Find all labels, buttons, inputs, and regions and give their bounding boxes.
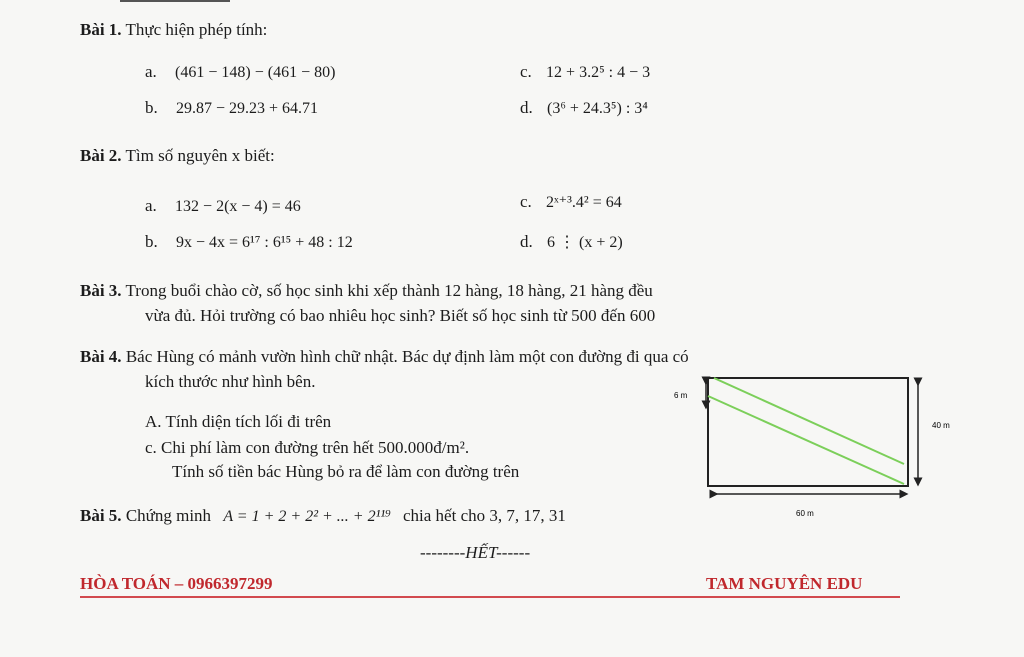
road-width-label: 6 m — [674, 391, 688, 400]
footer-left: HÒA TOÁN – 0966397299 — [80, 574, 273, 593]
bai1-title: Thực hiện phép tính: — [125, 20, 268, 39]
bai4-line1: Bài 4. Bác Hùng có mảnh vườn hình chữ nhật. Bác dự định làm một con đường đi qua có — [80, 347, 689, 366]
garden-diagram — [660, 368, 960, 528]
bai1-item-a: a. (461 − 148) − (461 − 80) — [145, 62, 336, 81]
bai3-line1: Bài 3. Trong buổi chào cờ, số học sinh khi xếp thành 12 hàng, 18 hàng, 21 hàng đều — [80, 281, 653, 300]
length-label: 60 m — [796, 509, 814, 518]
height-label: 40 m — [932, 421, 950, 430]
bai4-item-c-line2: Tính số tiền bác Hùng bỏ ra để làm con đường trên — [172, 462, 520, 481]
bai1-item-b: b. 29.87 − 29.23 + 64.71 — [145, 98, 319, 117]
bai1-heading: Bài 1. — [80, 20, 122, 39]
footer-rule — [80, 596, 900, 598]
bai5-heading: Bài 5. — [80, 506, 122, 525]
bai2-item-c: c. 2ˣ⁺³.4² = 64 — [520, 192, 622, 211]
bai1-item-d: d. (3⁶ + 24.3⁵) : 3⁴ — [520, 98, 648, 117]
garden-rectangle — [708, 378, 908, 486]
bai3-heading: Bài 3. — [80, 281, 122, 300]
bai4-item-c: c. Chi phí làm con đường trên hết 500.000đ/m². — [145, 438, 470, 457]
end-marker: --------HẾT------ — [420, 543, 531, 562]
bai4-item-a: A. Tính diện tích lối đi trên — [145, 412, 332, 431]
bai1-item-c: c. 12 + 3.2⁵ : 4 − 3 — [520, 62, 651, 81]
bai2-title: Tìm số nguyên x biết: — [125, 146, 275, 165]
top-rule — [120, 0, 230, 2]
road-line-bottom — [708, 396, 904, 484]
bai4-line2: kích thước như hình bên. — [145, 372, 316, 391]
bai2-item-d: d. 6 ⋮ (x + 2) — [520, 232, 623, 251]
bai5-line: Bài 5. Chứng minh A = 1 + 2 + 2² + ... + 2¹¹⁹ chia hết cho 3, 7, 17, 31 — [80, 506, 566, 525]
bai2-heading: Bài 2. — [80, 146, 122, 165]
bai5-expression: A = 1 + 2 + 2² + ... + 2¹¹⁹ — [223, 508, 391, 525]
bai2-header — [80, 146, 275, 166]
road-line-top — [714, 378, 904, 464]
bai1-header — [80, 20, 267, 40]
bai2-item-b: b. 9x − 4x = 6¹⁷ : 6¹⁵ + 48 : 12 — [145, 232, 353, 251]
bai2-item-a: a. 132 − 2(x − 4) = 46 — [145, 196, 301, 215]
bai4-heading: Bài 4. — [80, 347, 122, 366]
bai3-line2: vừa đủ. Hỏi trường có bao nhiêu học sinh? Biết số học sinh từ 500 đến 600 — [145, 306, 656, 325]
footer-right: TAM NGUYÊN EDU — [706, 574, 863, 593]
